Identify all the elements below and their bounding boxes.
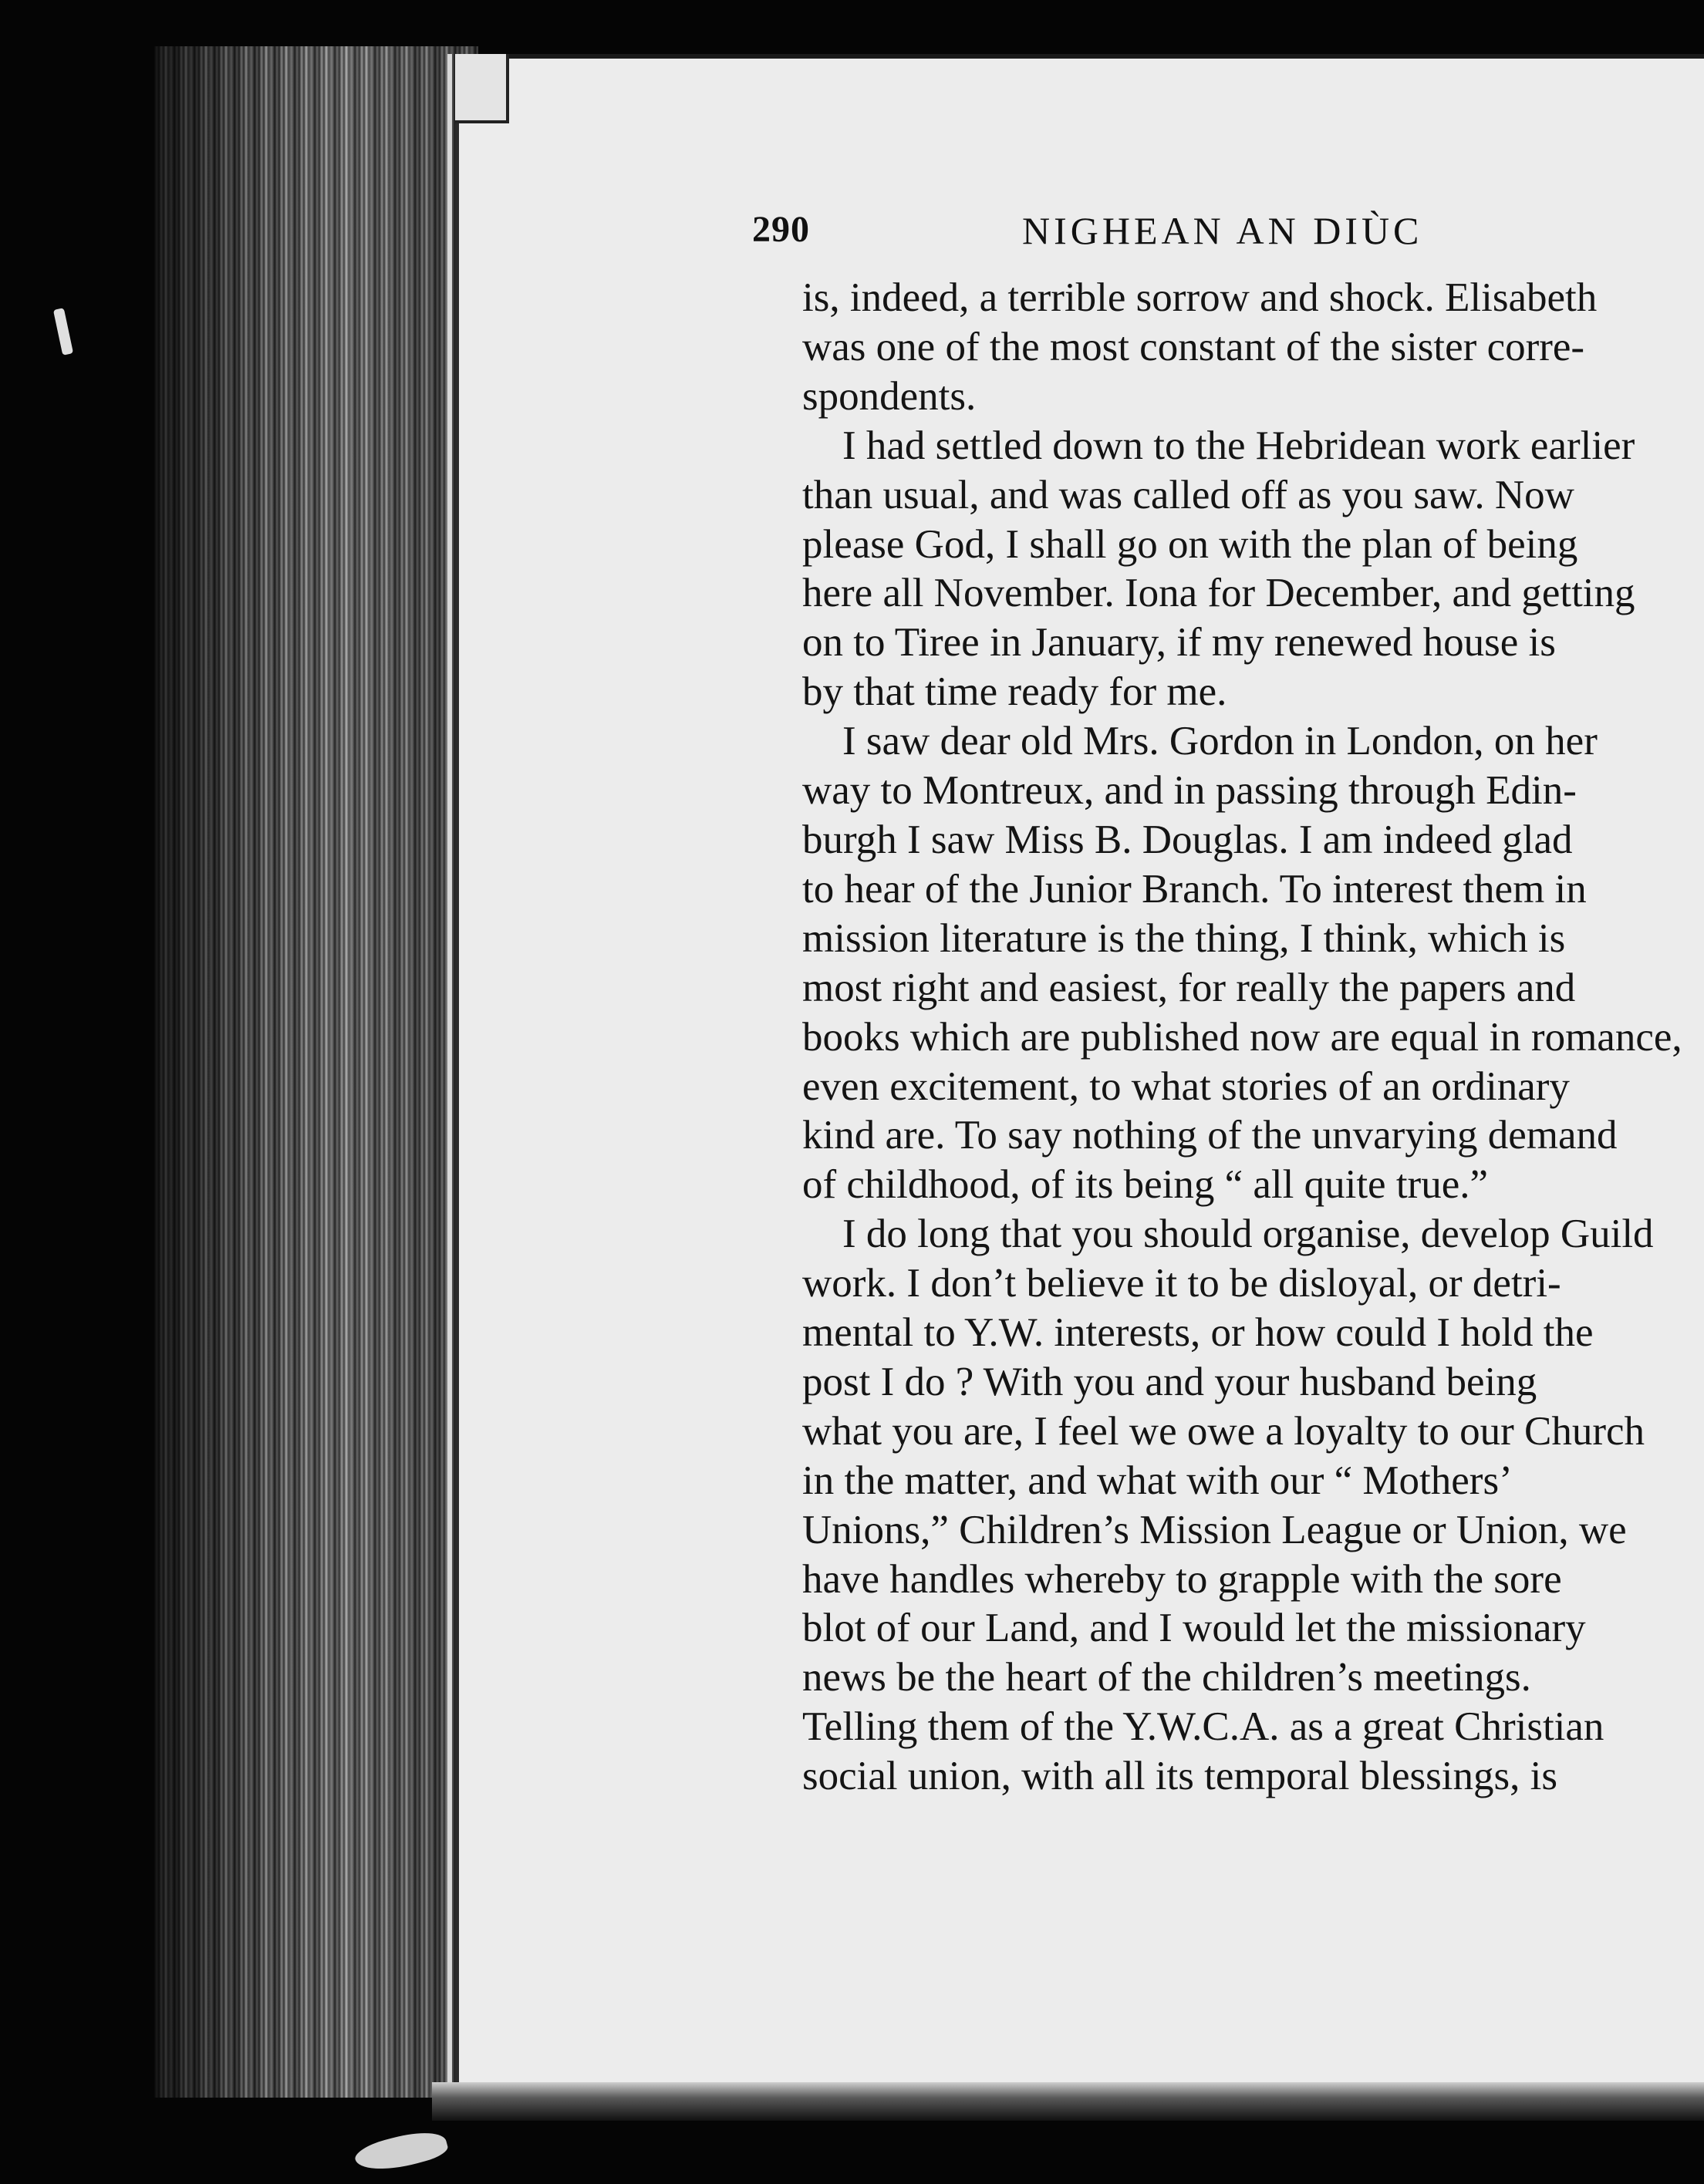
text-line: Telling them of the Y.W.C.A. as a great Christian [802, 1704, 1604, 1750]
text-line: news be the heart of the children’s meetings. [802, 1655, 1531, 1700]
text-line: in the matter, and what with our “ Mothers’ [802, 1458, 1513, 1503]
page-bottom-shadow [432, 2082, 1704, 2121]
text-line: than usual, and was called off as you saw. Now [802, 472, 1574, 517]
text-line: I had settled down to the Hebridean work earlier [842, 423, 1635, 468]
body-text [802, 274, 1704, 1832]
scan-artifact [53, 308, 73, 356]
text-line: I do long that you should organise, develop Guild [842, 1212, 1654, 1257]
text-line: way to Montreux, and in passing through Edin- [802, 768, 1577, 814]
scan-artifact-bottom [353, 2125, 450, 2179]
text-line: blot of our Land, and I would let the missionary [802, 1606, 1586, 1651]
text-line: was one of the most constant of the sister corre- [802, 324, 1585, 369]
text-line: to hear of the Junior Branch. To interest them in [802, 866, 1587, 912]
text-line: by that time ready for me. [802, 669, 1227, 715]
page-number: 290 [752, 209, 810, 250]
text-line: social union, with all its temporal blessings, is [802, 1754, 1557, 1799]
book-title: NIGHEAN AN DIÙC [1022, 209, 1423, 252]
text-line: spondents. [802, 373, 977, 419]
text-line: work. I don’t believe it to be disloyal, or detri- [802, 1261, 1561, 1306]
text-line: please God, I shall go on with the plan of being [802, 521, 1578, 567]
text-line: on to Tiree in January, if my renewed house is [802, 620, 1556, 666]
text-line: I saw dear old Mrs. Gordon in London, on her [842, 719, 1598, 764]
text-line: burgh I saw Miss B. Douglas. I am indeed glad [802, 817, 1573, 862]
text-line: Unions,” Children’s Mission League or Union, we [802, 1507, 1627, 1552]
text-line: here all November. Iona for December, and getting [802, 571, 1635, 616]
gutter-line [447, 54, 452, 2090]
page-block-shadow [154, 46, 478, 2098]
text-line: even excitement, to what stories of an ordinary [802, 1063, 1570, 1109]
folded-corner [455, 54, 509, 123]
text-line: of childhood, of its being “ all quite true.” [802, 1162, 1488, 1208]
text-line: mission literature is the thing, I think, which is [802, 915, 1566, 961]
running-head [752, 208, 1693, 262]
text-line: is, indeed, a terrible sorrow and shock. Elisabeth [802, 275, 1598, 320]
text-line: have handles whereby to grapple with the sore [802, 1556, 1562, 1602]
text-line: books which are published now are equal in romance, [802, 1014, 1682, 1060]
text-line: what you are, I feel we owe a loyalty to our Church [802, 1408, 1645, 1454]
text-line: kind are. To say nothing of the unvarying demand [802, 1113, 1618, 1158]
text-line: mental to Y.W. interests, or how could I hold the [802, 1310, 1594, 1356]
text-line: most right and easiest, for really the papers and [802, 965, 1576, 1010]
text-line: post I do ? With you and your husband being [802, 1359, 1537, 1404]
